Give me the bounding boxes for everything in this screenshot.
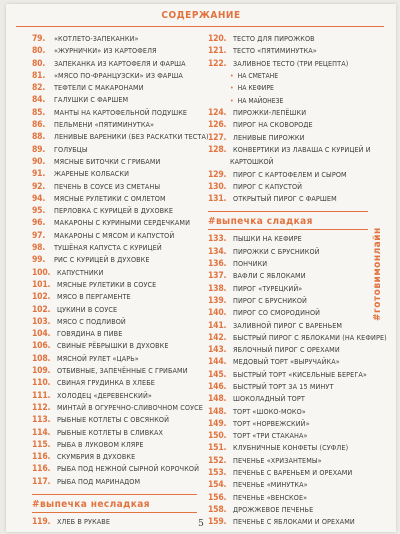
bullet-icon: • <box>230 84 234 93</box>
toc-entry <box>208 295 368 307</box>
bullet-icon: • <box>230 96 234 105</box>
toc-entry <box>32 304 197 316</box>
toc-recipe-title: ПЕРЛОВКА С КУРИЦЕЙ В ДУХОВКЕ <box>54 206 174 216</box>
toc-entry <box>208 246 368 258</box>
toc-recipe-title: РЫБНЫЕ КОТЛЕТЫ С ОВСЯНКОЙ <box>57 415 170 425</box>
toc-recipe-title: ЖАРЕНЫЕ КОЛБАСКИ <box>54 169 130 179</box>
toc-recipe-title: РЫБНЫЕ КОТЛЕТЫ В СЛИВКАХ <box>57 427 164 437</box>
toc-page-number: 99. <box>32 255 46 266</box>
toc-recipe-title: ГАЛУШКИ С ФАРШЕМ <box>54 95 129 105</box>
toc-page-number: 151. <box>208 443 227 454</box>
toc-entry <box>208 455 368 467</box>
toc-recipe-title: ЦУКИНИ В СОУСЕ <box>57 304 118 314</box>
book-page <box>6 4 396 532</box>
toc-recipe-title: МАКАРОНЫ С МЯСОМ И КАПУСТОЙ <box>54 230 175 240</box>
toc-entry <box>32 94 197 106</box>
toc-page-number: 111. <box>32 390 51 401</box>
toc-recipe-title: ТЕСТО «ПЯТИМИНУТКА» <box>233 46 317 56</box>
toc-page-number: 126. <box>208 120 227 131</box>
toc-page-number: 102. <box>32 292 51 303</box>
toc-recipe-title: ПЕЧЕНЬ В СОУСЕ ИЗ СМЕТАНЫ <box>54 181 161 191</box>
toc-entry <box>32 205 197 217</box>
toc-recipe-title: ЯБЛОЧНЫЙ ПИРОГ С ОРЕХАМИ <box>233 345 340 355</box>
toc-page-number: 110. <box>32 378 51 389</box>
toc-page-number: 86. <box>32 120 46 131</box>
toc-page-number: 116. <box>32 464 51 475</box>
toc-page-number: 122. <box>208 58 227 69</box>
toc-entry <box>32 242 197 254</box>
toc-entry <box>32 33 197 45</box>
toc-entry <box>32 45 197 57</box>
toc-entry <box>208 181 368 193</box>
toc-page-number: 134. <box>208 246 227 257</box>
toc-sub-entry <box>208 82 368 94</box>
toc-recipe-title: МЯСНЫЕ РУЛЕТИКИ В СОУСЕ <box>57 279 157 289</box>
toc-recipe-title: ПЕЧЕНЬЕ С ЯБЛОКАМИ И ОРЕХАМИ <box>233 517 355 527</box>
toc-page-number: 81. <box>32 70 46 81</box>
toc-entry <box>32 353 197 365</box>
toc-page-number: 154. <box>208 480 227 491</box>
toc-page-number: 109. <box>32 366 51 377</box>
toc-page-number: 139. <box>208 295 227 306</box>
toc-entry <box>208 418 368 430</box>
toc-page-number: 159. <box>208 517 227 528</box>
toc-recipe-title: ГОЛУБЦЫ <box>54 144 88 154</box>
toc-page-number: 88. <box>32 132 46 143</box>
toc-entry <box>32 316 197 328</box>
toc-recipe-title: «КОТЛЕТО-ЗАПЕКАНКИ» <box>54 34 139 43</box>
toc-page-number: 106. <box>32 341 51 352</box>
toc-recipe-title: КАПУСТНИКИ <box>57 267 104 277</box>
page-number: 5 <box>198 519 204 529</box>
toc-entry <box>208 406 368 418</box>
toc-entry <box>32 390 197 402</box>
toc-page-number: 89. <box>32 144 46 155</box>
toc-page-number: 80. <box>32 46 46 57</box>
toc-page-number: 150. <box>208 431 227 442</box>
toc-recipe-title: МЯСНЫЕ БИТОЧКИ С ГРИБАМИ <box>54 156 161 166</box>
toc-recipe-title: БЫСТРЫЙ ТОРТ «КИСЕЛЬНЫЕ БЕРЕГА» <box>233 369 367 379</box>
toc-page-number: 95. <box>32 206 46 217</box>
toc-page-number: 143. <box>208 345 227 356</box>
toc-page-number: 85. <box>32 107 46 118</box>
toc-recipe-title: ПЕЧЕНЬЕ «ХРИЗАНТЕМЫ» <box>233 455 322 465</box>
toc-recipe-title: ХЛЕБ В РУКАВЕ <box>57 516 111 526</box>
toc-page-number: 113. <box>32 415 51 426</box>
toc-page-number: 79. <box>32 34 46 44</box>
toc-entry <box>32 279 197 291</box>
toc-recipe-title: ТЕСТО ДЛЯ ПИРОЖКОВ <box>233 34 315 43</box>
toc-entry <box>208 270 368 282</box>
toc-recipe-title: БЫСТРЫЙ ПИРОГ С ЯБЛОКАМИ (НА КЕФИРЕ) <box>233 332 387 342</box>
toc-recipe-title: ОТКРЫТЫЙ ПИРОГ С ФАРШЕМ <box>233 194 337 204</box>
toc-entry <box>32 58 197 70</box>
toc-page-number: 114. <box>32 427 51 438</box>
toc-recipe-title: ПИРОГ НА СКОВОРОДЕ <box>233 120 313 130</box>
toc-entry <box>208 430 368 442</box>
toc-page-number: 96. <box>32 218 46 229</box>
toc-page-number: 148. <box>208 394 227 405</box>
toc-entry <box>32 463 200 475</box>
toc-entry <box>32 70 197 82</box>
toc-page-number: 97. <box>32 230 46 241</box>
toc-recipe-title: «ЖУРНИЧКИ» ИЗ КАРТОФЕЛЯ <box>54 46 157 56</box>
toc-page-number: 124. <box>208 108 227 119</box>
toc-page-number: 94. <box>32 193 46 204</box>
toc-recipe-title: РИС С КУРИЦЕЙ В ДУХОВКЕ <box>54 255 150 265</box>
toc-entry <box>32 414 197 426</box>
toc-recipe-title: ПИРОГ «ТУРЕЦКИЙ» <box>233 283 303 293</box>
toc-recipe-title: ХОЛОДЕЦ «ДЕРЕВЕНСКИЙ» <box>57 390 152 400</box>
side-hashtag: #готовимонлайн <box>372 227 383 321</box>
toc-recipe-title: ОТБИВНЫЕ, ЗАПЕЧЁННЫЕ С ГРИБАМИ <box>57 366 188 376</box>
toc-page-number: 129. <box>208 169 227 180</box>
toc-entry <box>32 217 197 229</box>
toc-recipe-title: ПИРОГ С КАРТОФЕЛЕМ И СЫРОМ <box>233 169 347 179</box>
toc-page-number: 136. <box>208 259 227 270</box>
toc-recipe-title: ЗАЛИВНОЙ ПИРОГ С ВАРЕНЬЕМ <box>233 320 343 330</box>
toc-page-number: 153. <box>208 468 227 479</box>
toc-recipe-title: ПИРОЖКИ С БРУСНИКОЙ <box>233 246 320 256</box>
toc-entry <box>32 402 203 414</box>
toc-recipe-title: РЫБА ПОД МАРИНАДОМ <box>57 476 141 486</box>
toc-recipe-title: ДРОЖЖЕВОЕ ПЕЧЕНЬЕ <box>233 504 314 514</box>
toc-recipe-title: ЗАПЕКАНКА ИЗ КАРТОФЕЛЯ И ФАРША <box>54 58 186 68</box>
toc-left-column <box>32 33 209 528</box>
toc-recipe-title: МЕДОВЫЙ ТОРТ «ВЫРУЧАЙКА» <box>233 357 340 367</box>
toc-recipe-title: КЛУБНИЧНЫЕ КОНФЕТЫ (СУФЛЕ) <box>233 443 349 453</box>
toc-page-number: 127. <box>208 132 227 143</box>
toc-entry <box>32 427 197 439</box>
toc-entry <box>32 144 197 156</box>
toc-entry <box>208 479 368 491</box>
toc-entry <box>32 107 197 119</box>
toc-entry <box>208 58 368 70</box>
toc-entry <box>32 193 197 205</box>
toc-page-number: 101. <box>32 279 51 290</box>
toc-entry <box>32 119 197 131</box>
toc-page-number: 121. <box>208 46 227 57</box>
toc-page-number: 137. <box>208 271 227 282</box>
toc-entry <box>208 356 368 368</box>
toc-sub-title: НА СМЕТАНЕ <box>237 71 279 80</box>
toc-recipe-title: СКУМБРИЯ В ДУХОВКЕ <box>57 452 136 462</box>
bullet-icon: • <box>230 71 234 80</box>
toc-page-number: 149. <box>208 418 227 429</box>
toc-page-number: 128. <box>208 144 227 155</box>
toc-recipe-title: ПИРОГ С БРУСНИКОЙ <box>233 295 307 305</box>
toc-page-number: 84. <box>32 95 46 106</box>
toc-recipe-title: КОНВЕРТИКИ ИЗ ЛАВАША С КУРИЦЕЙ И <box>233 144 371 154</box>
toc-recipe-title: ПЕЛЬМЕНИ «ПЯТИМИНУТКА» <box>54 120 155 130</box>
toc-recipe-title: ПИРОГ СО СМОРОДИНОЙ <box>233 308 321 318</box>
toc-entry <box>208 369 368 381</box>
toc-recipe-title: ТОРТ «ШОКО-МОКО» <box>233 406 306 416</box>
toc-recipe-title: ЛЕНИВЫЕ ВАРЕНИКИ (БЕЗ РАСКАТКИ ТЕСТА) <box>54 132 209 142</box>
toc-page-number: 130. <box>208 181 227 192</box>
toc-entry <box>32 131 209 143</box>
toc-sub-entry <box>208 95 368 107</box>
toc-page-number: 145. <box>208 369 227 380</box>
toc-recipe-title: ТЕФТЕЛИ С МАКАРОНАМИ <box>54 83 144 93</box>
toc-recipe-title: СВИНАЯ ГРУДИНКА В ХЛЕБЕ <box>57 378 155 388</box>
toc-page-number: 140. <box>208 308 227 319</box>
toc-page-number: 92. <box>32 181 46 192</box>
toc-page-number: 117. <box>32 476 51 487</box>
toc-recipe-title: МЯСНЫЕ РУЛЕТИКИ С ОМЛЕТОМ <box>54 193 166 203</box>
toc-entry <box>208 119 368 131</box>
toc-title-continuation: КАРТОШКОЙ <box>230 157 274 167</box>
toc-recipe-title: ПИРОГ С КАПУСТОЙ <box>233 181 303 191</box>
toc-entry <box>208 169 368 181</box>
toc-page-number: 80. <box>32 58 46 69</box>
toc-recipe-title: РЫБА ПОД НЕЖНОЙ СЫРНОЙ КОРОЧКОЙ <box>57 464 200 474</box>
toc-entry <box>32 328 197 340</box>
toc-sub-title: НА КЕФИРЕ <box>237 84 274 93</box>
toc-recipe-title: ЗАЛИВНОЕ ТЕСТО (ТРИ РЕЦЕПТА) <box>233 58 349 68</box>
toc-page-number: 152. <box>208 455 227 466</box>
toc-page-number: 116. <box>32 452 51 463</box>
toc-page-number: 146. <box>208 382 227 392</box>
toc-entry <box>32 476 197 488</box>
toc-entry <box>32 168 197 180</box>
toc-sub-entry <box>208 70 368 82</box>
toc-entry <box>32 267 197 279</box>
toc-recipe-title: БЫСТРЫЙ ТОРТ ЗА 15 МИНУТ <box>233 382 334 391</box>
toc-recipe-title: ТУШЁНАЯ КАПУСТА С КУРИЦЕЙ <box>54 243 162 253</box>
toc-entry <box>208 107 368 119</box>
toc-recipe-title: ВАФЛИ С ЯБЛОКАМИ <box>233 271 306 281</box>
toc-recipe-title: ГОВЯДИНА В ПИВЕ <box>57 329 123 339</box>
section-heading: #выпечка сладкая <box>208 211 368 230</box>
toc-page-number: 148. <box>208 406 227 417</box>
toc-entry <box>208 442 368 454</box>
toc-entry <box>32 451 197 463</box>
toc-entry <box>32 156 197 168</box>
toc-entry <box>32 230 197 242</box>
toc-entry <box>208 45 368 57</box>
toc-page-number: 120. <box>208 34 227 44</box>
toc-page-number: 119. <box>32 516 51 527</box>
toc-page-number: 98. <box>32 243 46 254</box>
toc-page-number: 82. <box>32 83 46 94</box>
toc-entry <box>208 307 368 319</box>
toc-recipe-title: ПЕЧЕНЬЕ «ВЕНСКОЕ» <box>233 492 308 502</box>
toc-page-number: 91. <box>32 169 46 180</box>
toc-entry <box>32 254 197 266</box>
toc-entry <box>208 381 368 393</box>
toc-entry <box>32 377 197 389</box>
toc-entry <box>32 181 197 193</box>
toc-entry <box>32 291 197 303</box>
toc-entry <box>32 439 197 451</box>
toc-recipe-title: МАНТЫ НА КАРТОФЕЛЬНОЙ ПОДУШКЕ <box>54 107 188 117</box>
toc-recipe-title: МАКАРОНЫ С КУРИНЫМИ СЕРДЕЧКАМИ <box>54 218 191 228</box>
toc-recipe-title: ТОРТ «ТРИ СТАКАНА» <box>233 431 308 441</box>
toc-page-number: 102. <box>32 304 51 315</box>
toc-entry <box>208 467 368 479</box>
toc-entry <box>208 283 368 295</box>
toc-recipe-title: ПЕЧЕНЬЕ С ВАРЕНЬЕМ И ОРЕХАМИ <box>233 468 353 478</box>
toc-entry <box>208 344 368 356</box>
toc-page-number: 142. <box>208 332 227 343</box>
toc-page-number: 100. <box>32 267 51 278</box>
toc-page-number: 131. <box>208 194 227 205</box>
page-title: СОДЕРЖАНИЕ <box>161 10 241 21</box>
toc-entry <box>208 492 368 504</box>
toc-entry <box>208 132 368 144</box>
toc-recipe-title: ПИРОЖКИ-ЛЕПЁШКИ <box>233 108 307 118</box>
toc-recipe-title: МЯСО В ПЕРГАМЕНТЕ <box>57 292 131 302</box>
toc-recipe-title: ЛЕНИВЫЕ ПИРОЖКИ <box>233 132 305 142</box>
toc-entry <box>208 393 368 405</box>
toc-recipe-title: ПЕЧЕНЬЕ «МИНУТКА» <box>233 480 308 490</box>
toc-page-number: 144. <box>208 357 227 368</box>
toc-entry <box>32 340 197 352</box>
toc-page-number: 158. <box>208 504 227 515</box>
header-divider <box>16 26 384 27</box>
toc-entry <box>32 365 197 377</box>
toc-recipe-title: «МЯСО ПО-ФРАНЦУЗСКИ» ИЗ ФАРША <box>54 70 183 80</box>
toc-entry <box>208 332 387 344</box>
toc-page-number: 104. <box>32 329 51 340</box>
toc-recipe-title: МЯСО С ПОДЛИВОЙ <box>57 316 126 326</box>
toc-recipe-title: МИНТАЙ В ОГУРЕЧНО-СЛИВОЧНОМ СОУСЕ <box>57 402 203 412</box>
toc-entry <box>208 320 368 332</box>
toc-page-number: 115. <box>32 439 51 450</box>
toc-sub-title: НА МАЙОНЕЗЕ <box>237 96 284 105</box>
toc-recipe-title: ПЫШКИ НА КЕФИРЕ <box>233 234 302 244</box>
toc-entry <box>208 233 368 245</box>
toc-page-number: 90. <box>32 156 46 167</box>
toc-page-number: 138. <box>208 283 227 294</box>
toc-page-number: 141. <box>208 320 227 331</box>
toc-page-number: 133. <box>208 234 227 245</box>
toc-entry <box>32 82 197 94</box>
toc-entry <box>208 33 368 45</box>
toc-recipe-title: МЯСНОЙ РУЛЕТ «ЦАРЬ» <box>57 353 139 363</box>
toc-recipe-title: ПОНЧИКИ <box>233 259 268 269</box>
section-heading: #выпечка несладкая <box>32 494 197 513</box>
toc-page-number: 156. <box>208 492 227 503</box>
toc-entry <box>208 193 368 205</box>
toc-recipe-title: СВИНЫЕ РЁБРЫШКИ В ДУХОВКЕ <box>57 341 169 351</box>
toc-recipe-title: ТОРТ «НОРВЕЖСКИЙ» <box>233 418 310 428</box>
toc-page-number: 112. <box>32 402 51 413</box>
toc-recipe-title: ШОКОЛАДНЫЙ ТОРТ <box>233 394 305 404</box>
toc-entry <box>208 144 371 156</box>
toc-entry <box>208 258 368 270</box>
toc-recipe-title: РЫБА В ЛУКОВОМ КЛЯРЕ <box>57 439 144 449</box>
toc-page-number: 108. <box>32 353 51 364</box>
toc-page-number: 103. <box>32 316 51 327</box>
toc-entry <box>208 504 368 516</box>
